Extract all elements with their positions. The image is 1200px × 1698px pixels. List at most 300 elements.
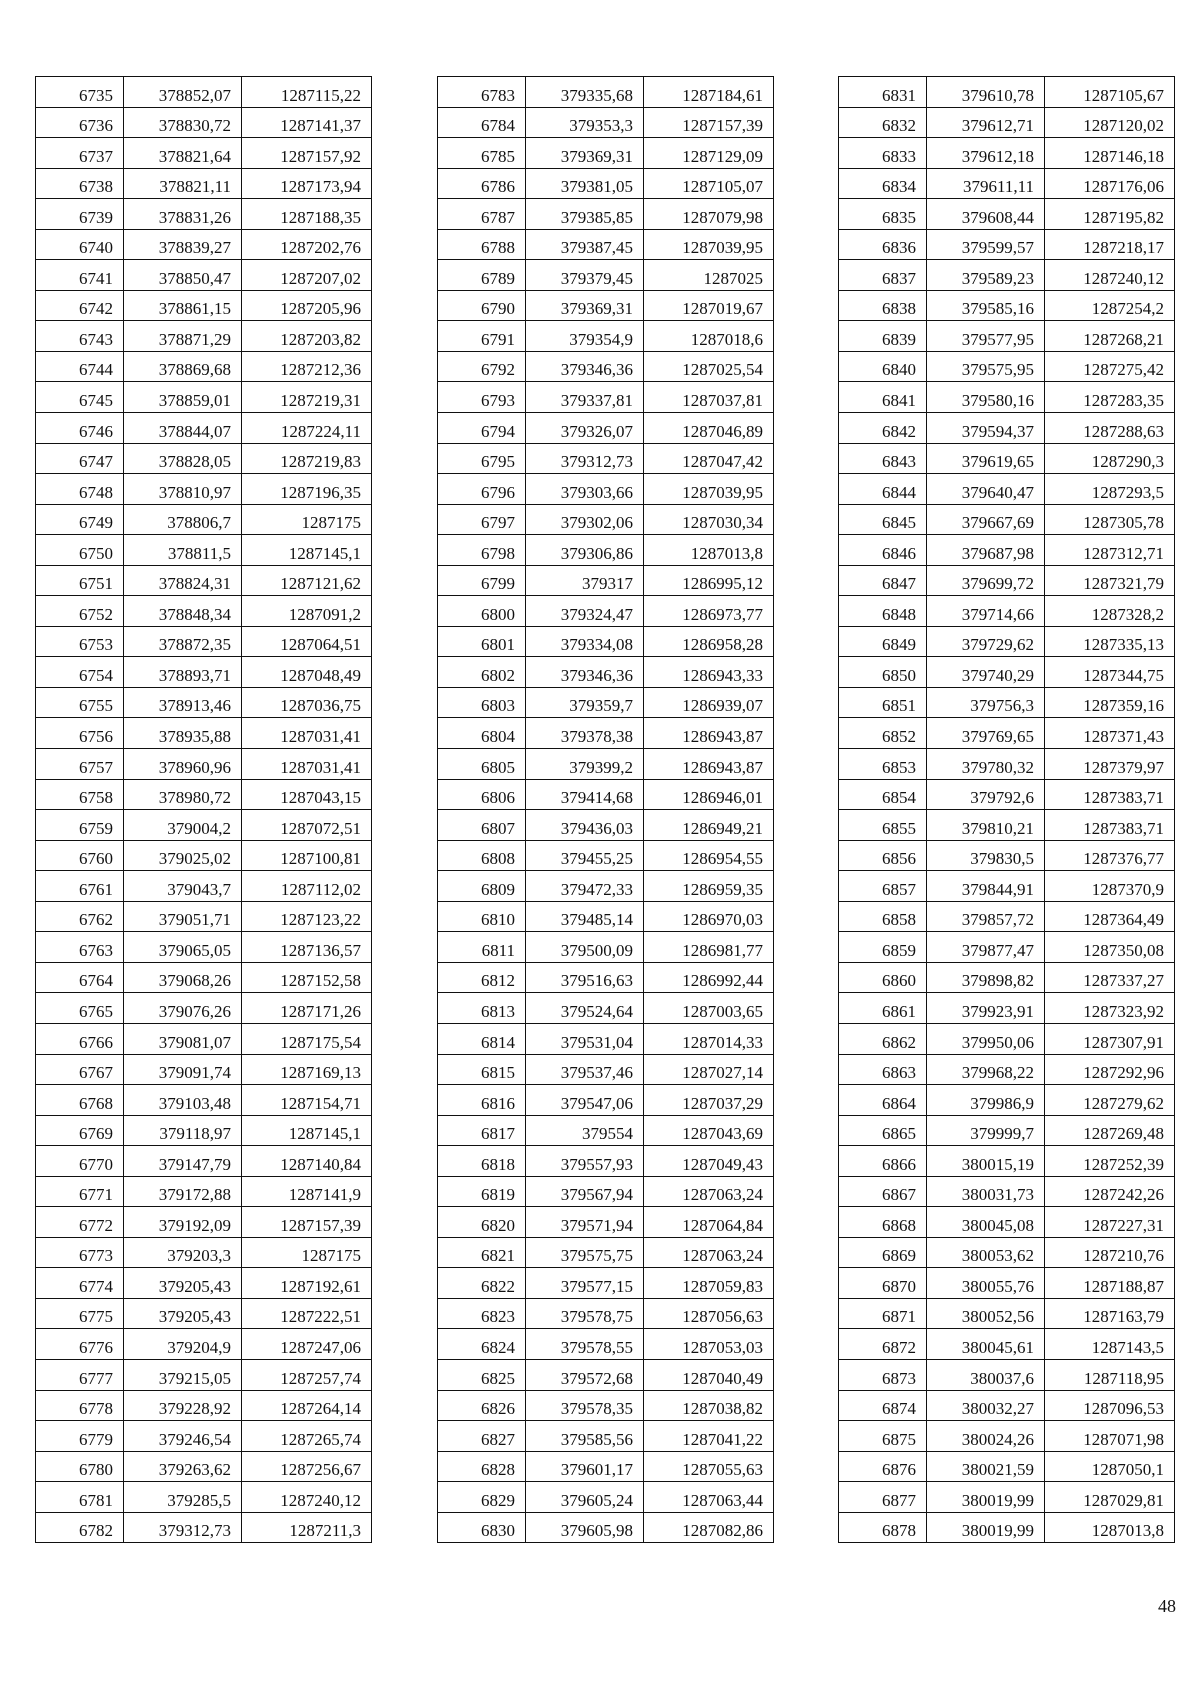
point-number-cell: 6760 [36,840,124,871]
table-row [36,932,372,963]
y-coordinate-cell: 1287265,74 [242,1421,372,1452]
y-coordinate-cell: 1286943,33 [644,657,774,688]
y-coordinate-cell: 1287096,53 [1045,1390,1175,1421]
x-coordinate-cell: 378830,72 [124,107,242,138]
y-coordinate-cell: 1287195,82 [1045,199,1175,230]
x-coordinate-cell: 379578,75 [526,1298,644,1329]
x-coordinate-cell: 380024,26 [927,1421,1045,1452]
x-coordinate-cell: 380032,27 [927,1390,1045,1421]
y-coordinate-cell: 1287344,75 [1045,657,1175,688]
table-row [438,351,774,382]
x-coordinate-cell: 379346,36 [526,657,644,688]
y-coordinate-cell: 1287053,03 [644,1329,774,1360]
y-coordinate-cell: 1287141,9 [242,1176,372,1207]
point-number-cell: 6871 [839,1298,927,1329]
x-coordinate-cell: 379877,47 [927,932,1045,963]
point-number-cell: 6753 [36,626,124,657]
x-coordinate-cell: 379577,95 [927,321,1045,352]
point-number-cell: 6878 [839,1512,927,1543]
table-row [36,718,372,749]
y-coordinate-cell: 1287157,39 [242,1207,372,1238]
table-row [839,260,1175,291]
x-coordinate-cell: 379399,2 [526,749,644,780]
y-coordinate-cell: 1286970,03 [644,901,774,932]
x-coordinate-cell: 379004,2 [124,810,242,841]
table-row [36,1054,372,1085]
point-number-cell: 6770 [36,1146,124,1177]
x-coordinate-cell: 379025,02 [124,840,242,871]
point-number-cell: 6837 [839,260,927,291]
x-coordinate-cell: 378852,07 [124,77,242,108]
point-number-cell: 6739 [36,199,124,230]
x-coordinate-cell: 378806,7 [124,504,242,535]
point-number-cell: 6819 [438,1176,526,1207]
table-row [839,718,1175,749]
x-coordinate-cell: 380019,99 [927,1512,1045,1543]
page-number: 48 [1158,1596,1176,1616]
y-coordinate-cell: 1287157,92 [242,138,372,169]
table-row [36,351,372,382]
point-number-cell: 6811 [438,932,526,963]
x-coordinate-cell: 379246,54 [124,1421,242,1452]
x-coordinate-cell: 379531,04 [526,1023,644,1054]
point-number-cell: 6861 [839,993,927,1024]
table-row [438,1421,774,1452]
table-row [36,565,372,596]
x-coordinate-cell: 379571,94 [526,1207,644,1238]
x-coordinate-cell: 378893,71 [124,657,242,688]
x-coordinate-cell: 379436,03 [526,810,644,841]
y-coordinate-cell: 1287071,98 [1045,1421,1175,1452]
y-coordinate-cell: 1287059,83 [644,1268,774,1299]
x-coordinate-cell: 379537,46 [526,1054,644,1085]
y-coordinate-cell: 1287036,75 [242,687,372,718]
y-coordinate-cell: 1287212,36 [242,351,372,382]
y-coordinate-cell: 1287145,1 [242,1115,372,1146]
y-coordinate-cell: 1287105,07 [644,168,774,199]
y-coordinate-cell: 1287064,84 [644,1207,774,1238]
x-coordinate-cell: 379605,98 [526,1512,644,1543]
x-coordinate-cell: 379740,29 [927,657,1045,688]
table-row [438,535,774,566]
y-coordinate-cell: 1287115,22 [242,77,372,108]
table-row [839,810,1175,841]
table-row [839,993,1175,1024]
table-row [839,1115,1175,1146]
point-number-cell: 6787 [438,199,526,230]
point-number-cell: 6869 [839,1237,927,1268]
table-row [438,1268,774,1299]
x-coordinate-cell: 379578,35 [526,1390,644,1421]
x-coordinate-cell: 378980,72 [124,779,242,810]
table-row [36,596,372,627]
point-number-cell: 6774 [36,1268,124,1299]
y-coordinate-cell: 1287049,43 [644,1146,774,1177]
table-row [36,1482,372,1513]
y-coordinate-cell: 1286958,28 [644,626,774,657]
y-coordinate-cell: 1287100,81 [242,840,372,871]
table-row [839,565,1175,596]
point-number-cell: 6824 [438,1329,526,1360]
point-number-cell: 6756 [36,718,124,749]
table-row [839,1237,1175,1268]
y-coordinate-cell: 1287064,51 [242,626,372,657]
x-coordinate-cell: 379611,11 [927,168,1045,199]
table-row [438,474,774,505]
y-coordinate-cell: 1287025 [644,260,774,291]
x-coordinate-cell: 378839,27 [124,229,242,260]
table-row [438,901,774,932]
point-number-cell: 6854 [839,779,927,810]
point-number-cell: 6850 [839,657,927,688]
table-row [36,382,372,413]
x-coordinate-cell: 379485,14 [526,901,644,932]
point-number-cell: 6778 [36,1390,124,1421]
y-coordinate-cell: 1287337,27 [1045,962,1175,993]
point-number-cell: 6817 [438,1115,526,1146]
point-number-cell: 6800 [438,596,526,627]
y-coordinate-cell: 1287328,2 [1045,596,1175,627]
table-row [36,199,372,230]
y-coordinate-cell: 1287364,49 [1045,901,1175,932]
y-coordinate-cell: 1287227,31 [1045,1207,1175,1238]
point-number-cell: 6762 [36,901,124,932]
y-coordinate-cell: 1287371,43 [1045,718,1175,749]
y-coordinate-cell: 1287013,8 [644,535,774,566]
x-coordinate-cell: 379091,74 [124,1054,242,1085]
y-coordinate-cell: 1287141,37 [242,107,372,138]
table-row [438,840,774,871]
y-coordinate-cell: 1287292,96 [1045,1054,1175,1085]
table-row [438,1390,774,1421]
x-coordinate-cell: 379500,09 [526,932,644,963]
x-coordinate-cell: 379756,3 [927,687,1045,718]
table-row [438,77,774,108]
x-coordinate-cell: 379830,5 [927,840,1045,871]
y-coordinate-cell: 1287121,62 [242,565,372,596]
point-number-cell: 6830 [438,1512,526,1543]
point-number-cell: 6831 [839,77,927,108]
x-coordinate-cell: 379601,17 [526,1451,644,1482]
y-coordinate-cell: 1286959,35 [644,871,774,902]
table-row [36,1146,372,1177]
y-coordinate-cell: 1287370,9 [1045,871,1175,902]
table-row [438,107,774,138]
x-coordinate-cell: 378935,88 [124,718,242,749]
y-coordinate-cell: 1287146,18 [1045,138,1175,169]
table-row [438,1329,774,1360]
point-number-cell: 6751 [36,565,124,596]
point-number-cell: 6842 [839,413,927,444]
point-number-cell: 6790 [438,290,526,321]
x-coordinate-cell: 379204,9 [124,1329,242,1360]
point-number-cell: 6793 [438,382,526,413]
x-coordinate-cell: 379326,07 [526,413,644,444]
table-row [839,443,1175,474]
y-coordinate-cell: 1287140,84 [242,1146,372,1177]
table-row [839,1085,1175,1116]
table-row [36,1115,372,1146]
y-coordinate-cell: 1287293,5 [1045,474,1175,505]
x-coordinate-cell: 379334,08 [526,626,644,657]
y-coordinate-cell: 1286981,77 [644,932,774,963]
x-coordinate-cell: 379285,5 [124,1482,242,1513]
y-coordinate-cell: 1287279,62 [1045,1085,1175,1116]
x-coordinate-cell: 379605,24 [526,1482,644,1513]
point-number-cell: 6856 [839,840,927,871]
x-coordinate-cell: 378850,47 [124,260,242,291]
x-coordinate-cell: 380053,62 [927,1237,1045,1268]
x-coordinate-cell: 379414,68 [526,779,644,810]
x-coordinate-cell: 380021,59 [927,1451,1045,1482]
table-row [36,1085,372,1116]
point-number-cell: 6740 [36,229,124,260]
point-number-cell: 6825 [438,1359,526,1390]
point-number-cell: 6875 [839,1421,927,1452]
x-coordinate-cell: 379387,45 [526,229,644,260]
x-coordinate-cell: 379714,66 [927,596,1045,627]
point-number-cell: 6746 [36,413,124,444]
x-coordinate-cell: 379051,71 [124,901,242,932]
table-row [36,1421,372,1452]
table-row [839,687,1175,718]
x-coordinate-cell: 380045,61 [927,1329,1045,1360]
point-number-cell: 6812 [438,962,526,993]
table-row [36,321,372,352]
y-coordinate-cell: 1287018,6 [644,321,774,352]
point-number-cell: 6810 [438,901,526,932]
point-number-cell: 6815 [438,1054,526,1085]
x-coordinate-cell: 379769,65 [927,718,1045,749]
y-coordinate-cell: 1287047,42 [644,443,774,474]
point-number-cell: 6803 [438,687,526,718]
point-number-cell: 6789 [438,260,526,291]
y-coordinate-cell: 1287240,12 [1045,260,1175,291]
table-row [438,993,774,1024]
table-row [36,993,372,1024]
point-number-cell: 6855 [839,810,927,841]
point-number-cell: 6833 [839,138,927,169]
table-row [36,810,372,841]
x-coordinate-cell: 378810,97 [124,474,242,505]
x-coordinate-cell: 379312,73 [124,1512,242,1543]
y-coordinate-cell: 1287043,15 [242,779,372,810]
y-coordinate-cell: 1287143,5 [1045,1329,1175,1360]
point-number-cell: 6763 [36,932,124,963]
point-number-cell: 6795 [438,443,526,474]
x-coordinate-cell: 379729,62 [927,626,1045,657]
table-row [839,932,1175,963]
y-coordinate-cell: 1286995,12 [644,565,774,596]
y-coordinate-cell: 1287003,65 [644,993,774,1024]
point-number-cell: 6866 [839,1146,927,1177]
y-coordinate-cell: 1287222,51 [242,1298,372,1329]
table-row [438,1512,774,1543]
table-row [438,1359,774,1390]
table-row [438,382,774,413]
x-coordinate-cell: 379594,37 [927,413,1045,444]
x-coordinate-cell: 379354,9 [526,321,644,352]
x-coordinate-cell: 378831,26 [124,199,242,230]
table-row [839,1359,1175,1390]
y-coordinate-cell: 1287242,26 [1045,1176,1175,1207]
y-coordinate-cell: 1287211,3 [242,1512,372,1543]
y-coordinate-cell: 1287039,95 [644,229,774,260]
y-coordinate-cell: 1287205,96 [242,290,372,321]
x-coordinate-cell: 378872,35 [124,626,242,657]
x-coordinate-cell: 379554 [526,1115,644,1146]
x-coordinate-cell: 379547,06 [526,1085,644,1116]
x-coordinate-cell: 378824,31 [124,565,242,596]
x-coordinate-cell: 380055,76 [927,1268,1045,1299]
x-coordinate-cell: 379585,56 [526,1421,644,1452]
y-coordinate-cell: 1287224,11 [242,413,372,444]
y-coordinate-cell: 1287145,1 [242,535,372,566]
x-coordinate-cell: 379699,72 [927,565,1045,596]
y-coordinate-cell: 1287219,31 [242,382,372,413]
point-number-cell: 6821 [438,1237,526,1268]
point-number-cell: 6832 [839,107,927,138]
point-number-cell: 6779 [36,1421,124,1452]
table-row [36,443,372,474]
point-number-cell: 6853 [839,749,927,780]
y-coordinate-cell: 1287376,77 [1045,840,1175,871]
x-coordinate-cell: 379192,09 [124,1207,242,1238]
y-coordinate-cell: 1287290,3 [1045,443,1175,474]
table-row [36,107,372,138]
y-coordinate-cell: 1287173,94 [242,168,372,199]
x-coordinate-cell: 379068,26 [124,962,242,993]
x-coordinate-cell: 379524,64 [526,993,644,1024]
y-coordinate-cell: 1287043,69 [644,1115,774,1146]
table-row [36,779,372,810]
y-coordinate-cell: 1287257,74 [242,1359,372,1390]
y-coordinate-cell: 1287268,21 [1045,321,1175,352]
x-coordinate-cell: 379968,22 [927,1054,1045,1085]
y-coordinate-cell: 1287050,1 [1045,1451,1175,1482]
point-number-cell: 6796 [438,474,526,505]
y-coordinate-cell: 1286973,77 [644,596,774,627]
table-row [438,138,774,169]
point-number-cell: 6738 [36,168,124,199]
table-row [839,657,1175,688]
table-row [438,1207,774,1238]
x-coordinate-cell: 379986,9 [927,1085,1045,1116]
coordinates-table-3 [838,76,1175,1543]
y-coordinate-cell: 1287041,22 [644,1421,774,1452]
y-coordinate-cell: 1287014,33 [644,1023,774,1054]
y-coordinate-cell: 1287013,8 [1045,1512,1175,1543]
x-coordinate-cell: 379081,07 [124,1023,242,1054]
y-coordinate-cell: 1287176,06 [1045,168,1175,199]
table-row [839,138,1175,169]
point-number-cell: 6764 [36,962,124,993]
point-number-cell: 6862 [839,1023,927,1054]
point-number-cell: 6780 [36,1451,124,1482]
point-number-cell: 6757 [36,749,124,780]
table-row [839,77,1175,108]
y-coordinate-cell: 1287305,78 [1045,504,1175,535]
y-coordinate-cell: 1286954,55 [644,840,774,871]
y-coordinate-cell: 1287175 [242,504,372,535]
table-row [839,290,1175,321]
point-number-cell: 6743 [36,321,124,352]
table-row [839,1451,1175,1482]
table-row [438,413,774,444]
x-coordinate-cell: 379472,33 [526,871,644,902]
y-coordinate-cell: 1286992,44 [644,962,774,993]
point-number-cell: 6849 [839,626,927,657]
x-coordinate-cell: 380052,56 [927,1298,1045,1329]
x-coordinate-cell: 379076,26 [124,993,242,1024]
point-number-cell: 6808 [438,840,526,871]
y-coordinate-cell: 1287321,79 [1045,565,1175,596]
y-coordinate-cell: 1287169,13 [242,1054,372,1085]
table-row [839,474,1175,505]
table-row [438,718,774,749]
point-number-cell: 6784 [438,107,526,138]
y-coordinate-cell: 1287039,95 [644,474,774,505]
point-number-cell: 6848 [839,596,927,627]
point-number-cell: 6794 [438,413,526,444]
table-row [36,535,372,566]
y-coordinate-cell: 1287082,86 [644,1512,774,1543]
point-number-cell: 6872 [839,1329,927,1360]
table-row [839,1329,1175,1360]
x-coordinate-cell: 378913,46 [124,687,242,718]
x-coordinate-cell: 379557,93 [526,1146,644,1177]
table-row [36,749,372,780]
point-number-cell: 6776 [36,1329,124,1360]
point-number-cell: 6870 [839,1268,927,1299]
point-number-cell: 6836 [839,229,927,260]
x-coordinate-cell: 379065,05 [124,932,242,963]
point-number-cell: 6804 [438,718,526,749]
y-coordinate-cell: 1287063,24 [644,1237,774,1268]
point-number-cell: 6772 [36,1207,124,1238]
y-coordinate-cell: 1287379,97 [1045,749,1175,780]
table-row [839,901,1175,932]
table-row [839,840,1175,871]
point-number-cell: 6749 [36,504,124,535]
table-row [438,687,774,718]
x-coordinate-cell: 378811,5 [124,535,242,566]
point-number-cell: 6846 [839,535,927,566]
point-number-cell: 6857 [839,871,927,902]
table-row [438,626,774,657]
table-row [839,1390,1175,1421]
x-coordinate-cell: 379378,38 [526,718,644,749]
point-number-cell: 6840 [839,351,927,382]
y-coordinate-cell: 1287056,63 [644,1298,774,1329]
x-coordinate-cell: 379337,81 [526,382,644,413]
point-number-cell: 6844 [839,474,927,505]
y-coordinate-cell: 1287196,35 [242,474,372,505]
x-coordinate-cell: 380015,19 [927,1146,1045,1177]
point-number-cell: 6758 [36,779,124,810]
table-row [438,260,774,291]
table-row [839,749,1175,780]
y-coordinate-cell: 1287048,49 [242,657,372,688]
table-row [36,260,372,291]
x-coordinate-cell: 379667,69 [927,504,1045,535]
table-row [839,321,1175,352]
table-row [839,1146,1175,1177]
x-coordinate-cell: 378821,64 [124,138,242,169]
table-row [839,199,1175,230]
point-number-cell: 6867 [839,1176,927,1207]
point-number-cell: 6860 [839,962,927,993]
